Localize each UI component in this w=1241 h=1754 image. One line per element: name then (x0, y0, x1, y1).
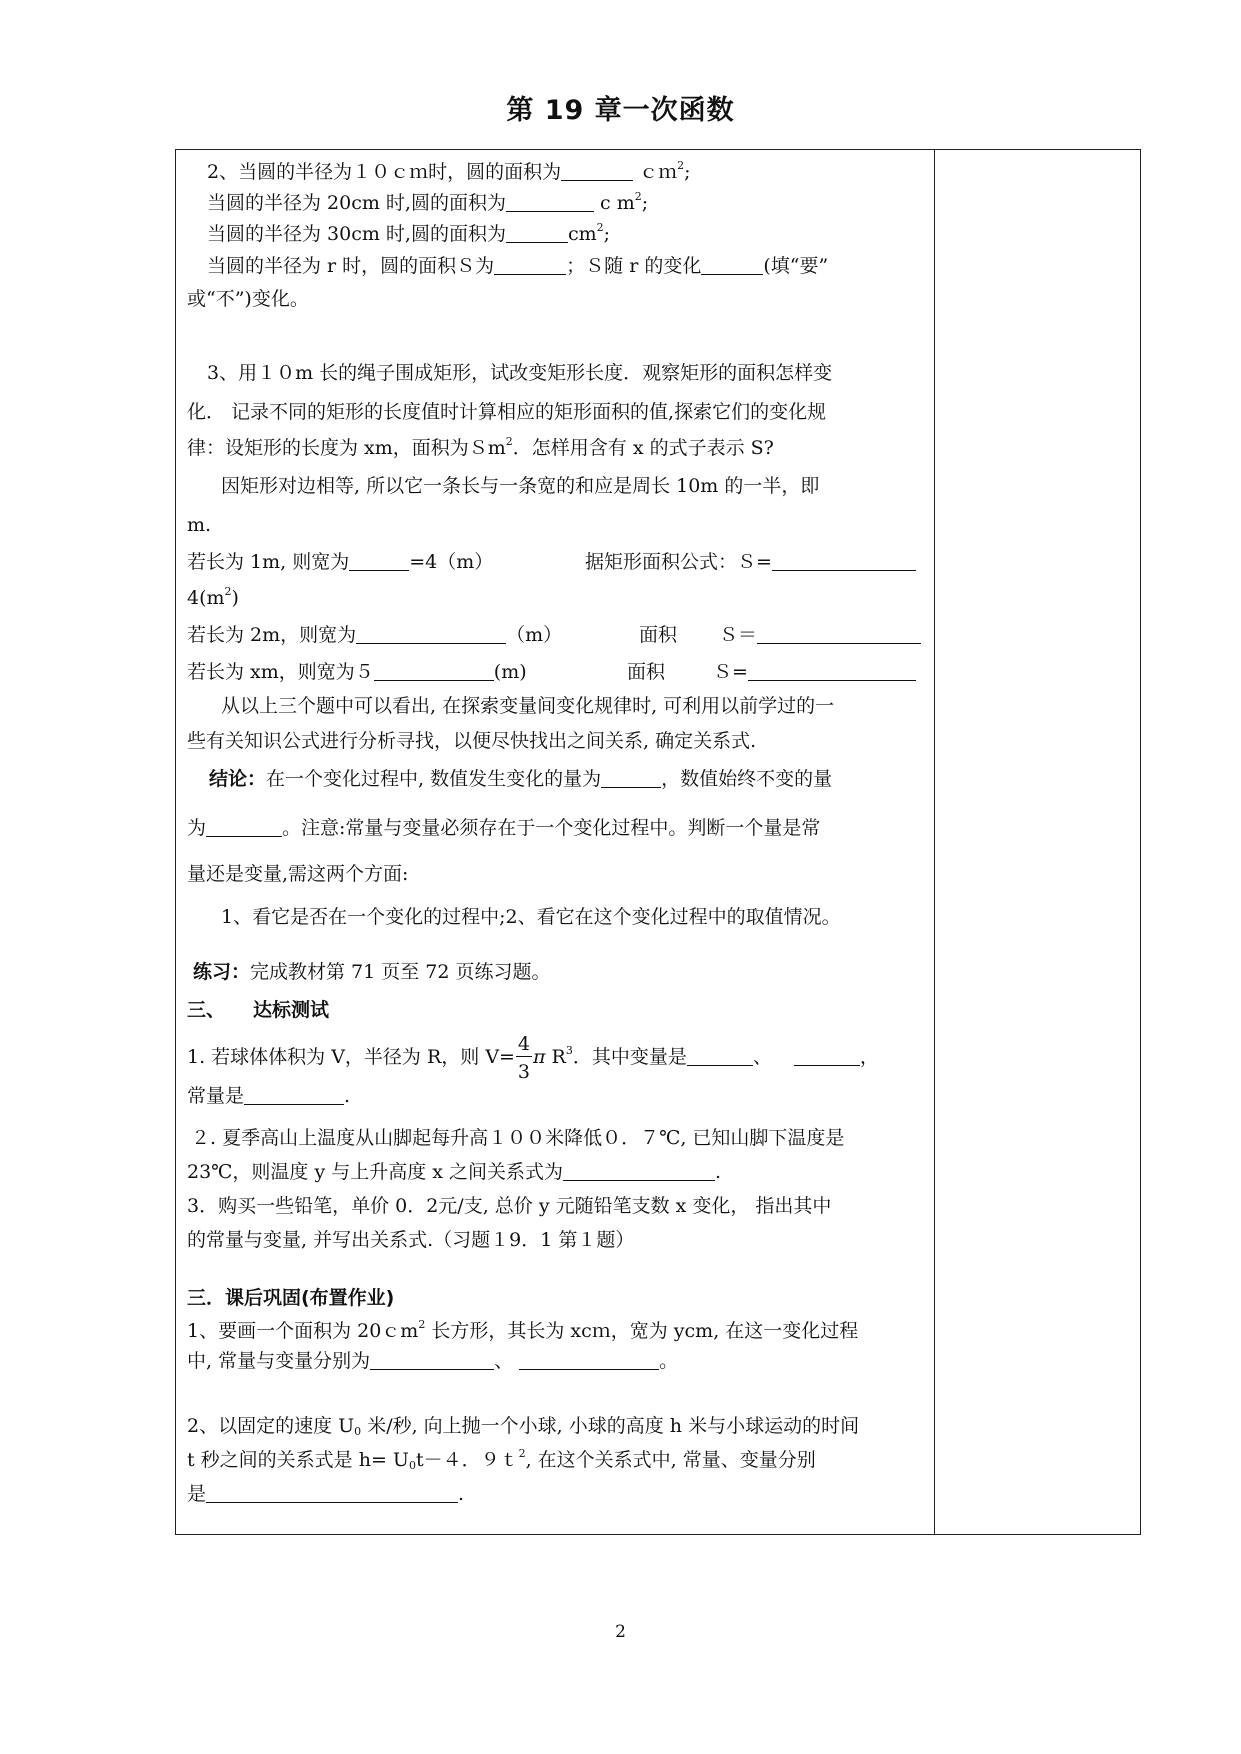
homework-exponent: 2 (418, 1318, 426, 1331)
q3-text: 4(m (187, 587, 225, 609)
test-2-line-1 (191, 1121, 844, 1155)
test-text: ２. 夏季高山上温度从山脚起每升高１００米降低０．７℃, 已知山脚下温度是 (191, 1127, 845, 1149)
q2-text: 当圆的半径为 30cm 时,圆的面积为 (207, 223, 506, 245)
q3-text: m. (187, 514, 212, 536)
test-3-line-1 (187, 1189, 831, 1223)
q2-line-4 (207, 249, 828, 283)
homework-2-line-1 (187, 1409, 859, 1443)
test-text: 常量是 (187, 1085, 245, 1107)
q2-punct: ; (603, 223, 611, 245)
q3-line-5 (187, 508, 211, 542)
q2-unit-exponent: 2 (596, 221, 604, 234)
conclusion-line-2 (187, 811, 820, 845)
q2-blank-5[interactable] (701, 252, 763, 275)
homework-text: t 秒之间的关系式是 h= U (187, 1449, 409, 1471)
q3-line-3 (187, 431, 774, 465)
test-text: R (545, 1046, 566, 1068)
test-text: 1. 若球体体积为 V，半径为 R，则 V= (187, 1046, 515, 1068)
q3-line-9-formula (713, 655, 916, 689)
homework-subscript: 0 (408, 1459, 416, 1472)
q3-text: Ｓ＝ (719, 624, 758, 646)
homework-1-line-1 (187, 1314, 858, 1348)
q3-text: 化． 记录不同的矩形的长度值时计算相应的矩形面积的值,探索它们的变化规 (187, 401, 827, 423)
conclusion-line-3 (187, 857, 408, 891)
q3-line-8 (187, 618, 562, 652)
q3-text: (m) (493, 661, 527, 683)
q2-unit: ｃｍ (633, 161, 678, 183)
q3-text: Ｓ= (713, 661, 748, 683)
test-text: 3．购买一些铅笔，单价 0．2元/支, 总价 y 元随铅笔支数 x 变化， 指出其中 (187, 1195, 832, 1217)
q2-text: (填“要” (763, 255, 829, 277)
practice-label: 练习： (193, 961, 251, 983)
homework-text: 1、要画一个面积为 20ｃm (187, 1320, 419, 1342)
q3-line-6 (187, 545, 493, 579)
q2-punct: ; (684, 161, 691, 183)
q3-exponent: 2 (224, 585, 232, 598)
test-3-line-2 (187, 1223, 634, 1257)
q2-text: 或“不”)变化。 (187, 288, 309, 310)
q2-blank-2[interactable] (506, 189, 594, 212)
homework-text: 是 (187, 1483, 207, 1505)
q3-text: 面积 (627, 661, 666, 683)
homework-text: . (458, 1483, 465, 1505)
test-2-line-2 (187, 1155, 721, 1189)
homework-subscript: 0 (354, 1425, 362, 1438)
q2-unit: cm (567, 223, 597, 245)
test-text: 、 (752, 1046, 772, 1068)
q3-blank-width-2[interactable] (356, 621, 506, 644)
q3-blank-area-2[interactable] (757, 621, 921, 644)
homework-1-line-2 (187, 1344, 678, 1378)
q3-text: 若长为 1m, 则宽为 (187, 551, 350, 573)
section-3-heading (187, 993, 329, 1027)
conclusion-label: 结论： (209, 768, 267, 790)
q2-punct: ; (641, 192, 649, 214)
q3-line-6-formula (585, 545, 916, 579)
q2-line-5 (187, 282, 309, 316)
homework-1-blank-1[interactable] (370, 1347, 494, 1370)
homework-heading (187, 1281, 394, 1315)
q3-text: 面积 (639, 624, 678, 646)
q3-text: 律：设矩形的长度为 xm，面积为Ｓm (187, 437, 506, 459)
q3-line-11 (187, 724, 756, 758)
q3-line-2 (187, 395, 826, 429)
page-number: 2 (615, 1622, 626, 1642)
q3-line-1 (207, 356, 832, 390)
q3-blank-width-1[interactable] (349, 548, 409, 571)
q2-unit-exponent: 2 (634, 190, 642, 203)
q3-text: （m） (506, 624, 563, 646)
notes-column-divider (934, 149, 935, 1535)
q2-blank-1[interactable] (561, 158, 633, 181)
q3-text: =4（m） (409, 551, 494, 573)
test-text: . (715, 1161, 722, 1183)
q3-blank-area-3[interactable] (748, 658, 916, 681)
homework-2-line-2 (187, 1443, 816, 1477)
homework-2-blank[interactable] (206, 1480, 458, 1503)
q2-text: 2、当圆的半径为１０ｃｍ时，圆的面积为 (207, 161, 562, 183)
conclusion-text: 1、看它是否在一个变化的过程中;2、看它在这个变化过程中的取值情况。 (221, 906, 841, 928)
homework-text: , 在这个关系式中, 常量、变量分别 (525, 1449, 816, 1471)
q2-line-2 (207, 186, 648, 220)
conclusion-line-4 (221, 900, 841, 934)
q2-text: ；Ｓ随 r 的变化 (566, 255, 702, 277)
q2-text: 当圆的半径为 r 时，圆的面积Ｓ为 (207, 255, 495, 277)
fraction-denominator: 3 (517, 1061, 531, 1083)
test-1-line-1 (187, 1033, 879, 1083)
test-exponent: 3 (565, 1044, 573, 1057)
conclusion-line-1 (209, 762, 832, 796)
practice-line (193, 955, 551, 989)
q3-blank-width-3[interactable] (374, 658, 494, 681)
homework-exponent: 2 (518, 1447, 526, 1460)
q3-line-9-area (627, 655, 665, 689)
homework-1-blank-2[interactable] (519, 1347, 659, 1370)
q2-line-1 (207, 155, 691, 189)
homework-text: 长方形，其长为 xcｍ，宽为 ycm, 在这一变化过程 (425, 1320, 859, 1342)
q3-text: 些有关知识公式进行分析寻找，以便尽快找出之间关系, 确定关系式. (187, 730, 757, 752)
q3-text: 若长为 2m，则宽为 (187, 624, 357, 646)
q3-exponent: 2 (505, 435, 513, 448)
q3-text: ．怎样用含有 x 的式子表示 S? (512, 437, 774, 459)
q3-blank-area-1[interactable] (772, 548, 916, 571)
test-2-blank[interactable] (563, 1158, 715, 1181)
test-text: 的常量与变量, 并写出关系式.（习题１9．1 第１题） (187, 1229, 635, 1251)
fraction-numerator: 4 (517, 1033, 531, 1055)
q3-text: 3、用１０m 长的绳子围成矩形，试改变矩形长度．观察矩形的面积怎样变 (207, 362, 833, 384)
conclusion-text: 为 (187, 817, 207, 839)
q3-line-10 (221, 689, 834, 723)
pi-symbol: π (532, 1046, 546, 1068)
test-1-blank-2[interactable] (794, 1043, 860, 1066)
q3-line-8-area (639, 618, 677, 652)
homework-text: 、 (494, 1350, 514, 1372)
q3-line-7 (187, 581, 239, 615)
q3-line-9 (187, 655, 527, 689)
conclusion-text: 。注意:常量与变量必须存在于一个变化过程中。判断一个量是常 (282, 817, 821, 839)
section-number: 三、 (187, 999, 226, 1021)
homework-2-line-3 (187, 1477, 464, 1511)
conclusion-text: 在一个变化过程中, 数值发生变化的量为 (266, 768, 602, 790)
test-1-line-2 (187, 1079, 350, 1113)
practice-text: 完成教材第 71 页至 72 页练习题。 (250, 961, 551, 983)
section-title: 达标测试 (253, 999, 330, 1021)
q2-blank-4[interactable] (494, 252, 566, 275)
test-1-blank-3[interactable] (244, 1082, 344, 1105)
test-text: ， (859, 1046, 879, 1068)
q3-text: 因矩形对边相等, 所以它一条长与一条宽的和应是周长 10m 的一半，即 (221, 475, 820, 497)
homework-text: 中, 常量与变量分别为 (187, 1350, 371, 1372)
page-title: 第 19 章一次函数 (506, 95, 735, 126)
fraction-four-thirds (515, 1033, 533, 1083)
q2-blank-3[interactable] (506, 220, 568, 243)
q3-text: 据矩形面积公式：Ｓ= (585, 551, 772, 573)
conclusion-text: 量还是变量,需这两个方面: (187, 863, 409, 885)
q3-line-8-formula (719, 618, 921, 652)
homework-text: 。 (659, 1350, 679, 1372)
conclusion-blank-1[interactable] (601, 765, 661, 788)
q3-text: 从以上三个题中可以看出, 在探索变量间变化规律时, 可利用以前学过的一 (221, 695, 835, 717)
q2-unit-exponent: 2 (677, 159, 685, 172)
test-text: ．其中变量是 (572, 1046, 687, 1068)
homework-text: 米/秒, 向上抛一个小球, 小球的高度 h 米与小球运动的时间 (361, 1415, 860, 1437)
q2-unit: c m (593, 192, 635, 214)
homework-text: t－４．９ｔ (415, 1449, 519, 1471)
q3-text: 若长为 xm，则宽为５ (187, 661, 374, 683)
test-text: 23℃，则温度 y 与上升高度 x 之间关系式为 (187, 1161, 564, 1183)
test-1-blank-1[interactable] (687, 1043, 753, 1066)
q3-text: ) (231, 587, 239, 609)
conclusion-blank-2[interactable] (206, 814, 282, 837)
conclusion-text: ，数值始终不变的量 (661, 768, 833, 790)
homework-title: 三．课后巩固(布置作业) (187, 1287, 395, 1309)
q2-line-3 (207, 217, 610, 251)
q2-text: 当圆的半径为 20cm 时,圆的面积为 (207, 192, 506, 214)
test-text: . (344, 1085, 351, 1107)
q3-line-4 (221, 469, 819, 503)
homework-text: 2、以固定的速度 U (187, 1415, 355, 1437)
